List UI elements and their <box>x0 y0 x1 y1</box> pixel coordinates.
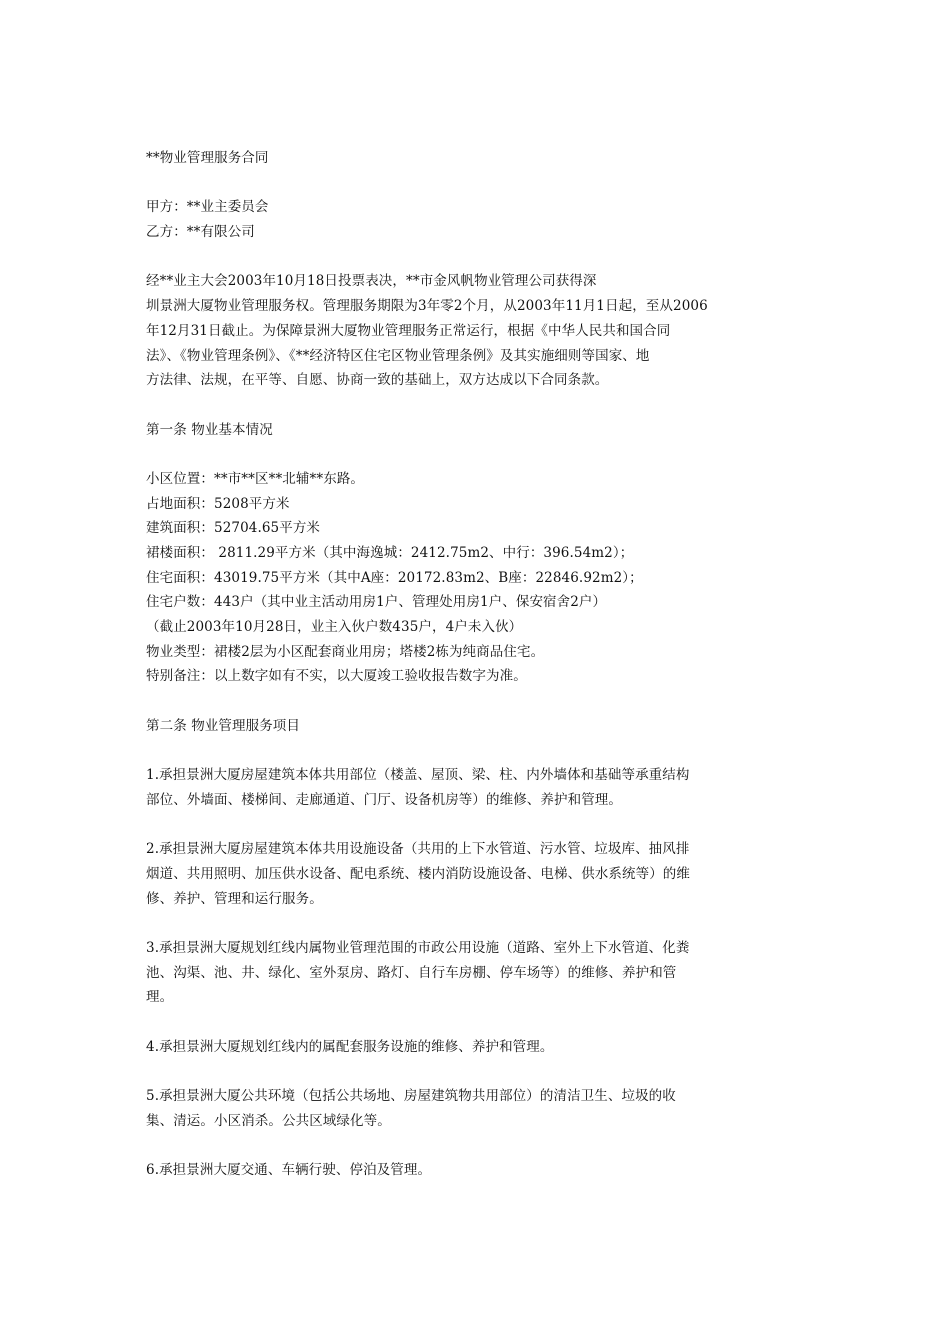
detail-line: 住宅户数：443户（其中业主活动用房1户、管理处用房1户、保安宿舍2户） <box>146 594 607 611</box>
intro-line: 圳景洲大厦物业管理服务权。管理服务期限为3年零2个月，从2003年11月1日起，至从2006 <box>146 298 708 315</box>
article1-details <box>146 467 786 689</box>
intro-line: 经**业主大会2003年10月18日投票表决，**市金风帆物业管理公司获得深 <box>146 273 597 290</box>
detail-line: 建筑面积：52704.65平方米 <box>146 520 321 537</box>
party-a: 甲方：**业主委员会 <box>146 199 269 216</box>
detail-line: 住宅面积：43019.75平方米（其中A座：20172.83m2、B座：22846.92m2）； <box>146 569 643 586</box>
service-item-line: 池、沟渠、池、井、绿化、室外泵房、路灯、自行车房棚、停车场等）的维修、养护和管 <box>146 964 677 981</box>
detail-line: （截止2003年10月28日，业主入伙户数435户，4户未入伙） <box>146 619 523 636</box>
detail-line: 裙楼面积： 2811.29平方米（其中海逸城：2412.75m2、中行：396.54m2）； <box>146 545 634 561</box>
intro-line: 年12月31日截止。为保障景洲大厦物业管理服务正常运行，根据《中华人民共和国合同 <box>146 322 671 339</box>
service-item-6 <box>146 1158 786 1183</box>
service-item-line: 集、清运。小区消杀。公共区域绿化等。 <box>146 1112 391 1129</box>
service-item-5 <box>146 1084 786 1133</box>
article1-heading: 第一条 物业基本情况 <box>146 421 273 438</box>
service-item-line: 3.承担景洲大厦规划红线内属物业管理范围的市政公用设施（道路、室外上下水管道、化粪 <box>146 940 690 956</box>
service-item-line: 修、养护、管理和运行服务。 <box>146 890 323 907</box>
intro-paragraph <box>146 269 786 392</box>
article2-heading: 第二条 物业管理服务项目 <box>146 717 300 734</box>
service-item-4 <box>146 1035 786 1060</box>
document-title: **物业管理服务合同 <box>146 150 269 166</box>
service-item-line: 烟道、共用照明、加压供水设备、配电系统、楼内消防设施设备、电梯、供水系统等）的维 <box>146 865 690 882</box>
detail-line: 小区位置：**市**区**北辅**东路。 <box>146 470 364 487</box>
service-item-2 <box>146 837 786 911</box>
document-page <box>146 146 786 1183</box>
service-item-3 <box>146 936 786 1010</box>
detail-line: 占地面积：5208平方米 <box>146 495 290 512</box>
service-item-line: 1.承担景洲大厦房屋建筑本体共用部位（楼盖、屋顶、梁、柱、内外墙体和基础等承重结构 <box>146 767 690 784</box>
service-item-line: 部位、外墙面、楼梯间、走廊通道、门厅、设备机房等）的维修、养护和管理。 <box>146 791 622 808</box>
service-item-line: 4.承担景洲大厦规划红线内的属配套服务设施的维修、养护和管理。 <box>146 1038 554 1055</box>
intro-line: 方法律、法规，在平等、自愿、协商一致的基础上，双方达成以下合同条款。 <box>146 372 609 389</box>
party-b: 乙方：**有限公司 <box>146 224 255 241</box>
intro-line: 法》、《物业管理条例》、《**经济特区住宅区物业管理条例》及其实施细则等国家、地 <box>146 347 650 364</box>
service-item-line: 6.承担景洲大厦交通、车辆行驶、停泊及管理。 <box>146 1162 432 1179</box>
service-item-line: 5.承担景洲大厦公共环境（包括公共场地、房屋建筑物共用部位）的清洁卫生、垃圾的收 <box>146 1088 676 1105</box>
detail-line: 物业类型：裙楼2层为小区配套商业用房；塔楼2栋为纯商品住宅。 <box>146 643 545 660</box>
service-item-1 <box>146 763 786 812</box>
service-item-line: 2.承担景洲大厦房屋建筑本体共用设施设备（共用的上下水管道、污水管、垃圾库、抽风排 <box>146 841 690 858</box>
service-item-line: 理。 <box>146 989 174 1006</box>
detail-line: 特别备注：以上数字如有不实，以大厦竣工验收报告数字为准。 <box>146 668 527 685</box>
